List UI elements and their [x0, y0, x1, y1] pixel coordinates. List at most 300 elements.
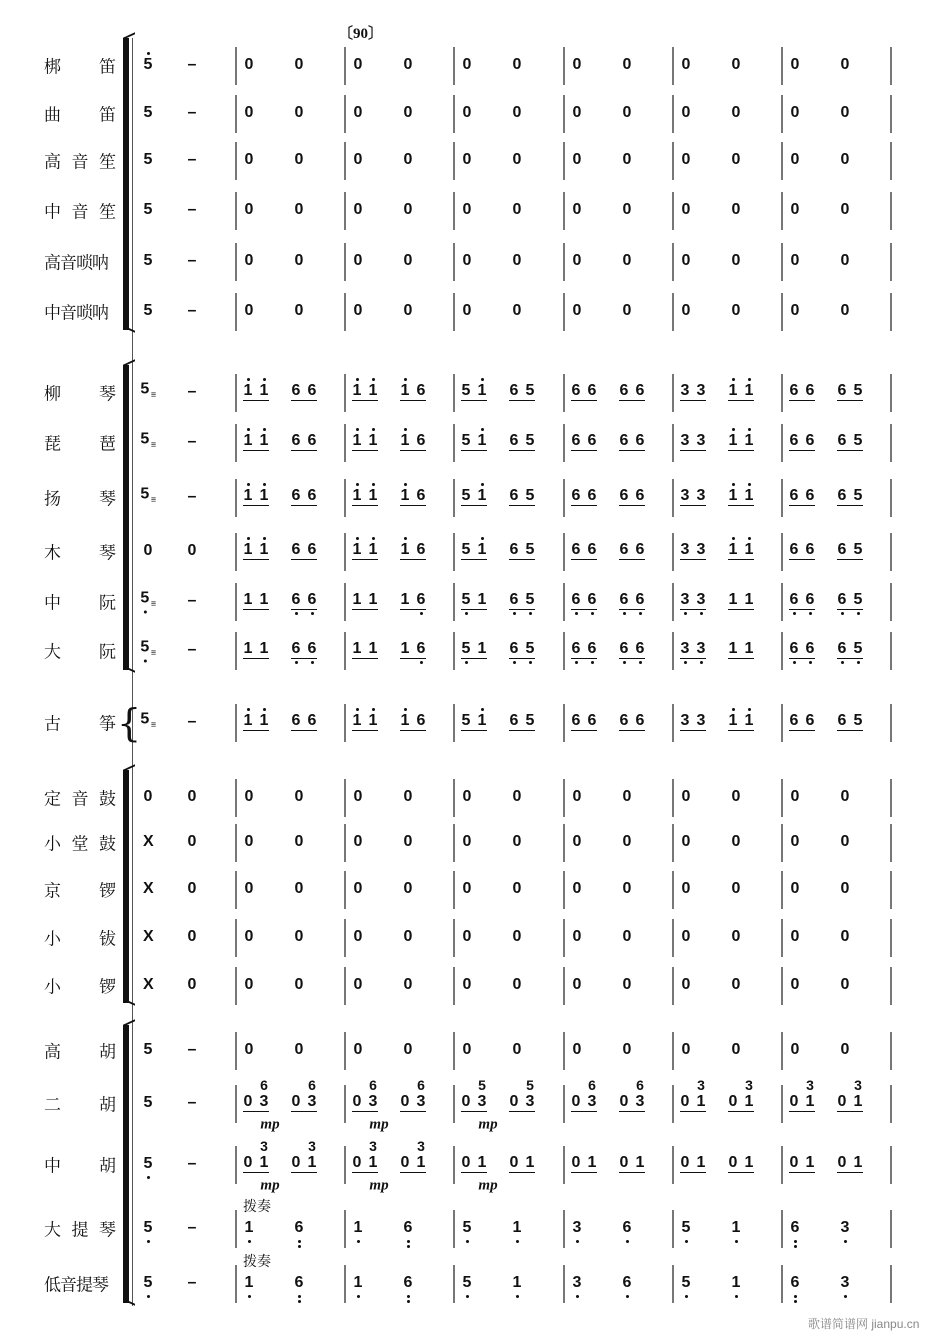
label-char: 中 — [44, 1156, 61, 1177]
barline — [672, 824, 674, 862]
label-char: 音 — [71, 152, 89, 173]
barline — [672, 424, 674, 462]
barline — [672, 1032, 674, 1070]
note: 0 — [353, 976, 363, 993]
note: 0 — [403, 976, 413, 993]
note: 6 — [619, 712, 629, 729]
note: 6 — [294, 1274, 304, 1291]
barline — [781, 1032, 783, 1070]
note: 1 — [477, 432, 487, 449]
note: 0 — [731, 252, 741, 269]
note: 0 — [294, 302, 304, 319]
eighth-group — [728, 488, 754, 506]
note: 5 — [461, 640, 471, 657]
label-char: 琶 — [99, 434, 116, 455]
barline — [235, 533, 237, 571]
note: 3 — [696, 591, 706, 608]
note — [353, 1275, 363, 1291]
note: 0 — [572, 880, 582, 897]
note: 1 — [728, 432, 738, 449]
barline — [672, 374, 674, 412]
note: 0 — [461, 1093, 471, 1110]
note: 6 — [509, 432, 519, 449]
barline — [453, 293, 455, 331]
label-char: 二 — [44, 1095, 61, 1116]
note: 6 — [805, 432, 815, 449]
note: 1 — [243, 382, 253, 399]
note: 5 — [525, 541, 535, 558]
barline — [235, 1032, 237, 1070]
note: 1 — [728, 591, 738, 608]
note: X — [143, 976, 154, 993]
barline — [235, 243, 237, 281]
barline — [563, 47, 565, 85]
note: 0 — [572, 201, 582, 218]
barline — [672, 704, 674, 742]
note: 5 — [461, 591, 471, 608]
eighth-group — [728, 592, 754, 610]
note: 0 — [572, 1041, 582, 1058]
note: 6 — [416, 591, 426, 608]
note: 0 — [681, 788, 691, 805]
eighth-group — [461, 488, 487, 506]
note: 6 — [837, 541, 847, 558]
eighth-group — [461, 433, 487, 451]
note: 6 — [635, 712, 645, 729]
eighth-group — [789, 713, 815, 731]
eighth-group — [243, 383, 269, 401]
note: 0 — [512, 928, 522, 945]
bracket-winds — [123, 38, 129, 330]
note — [622, 1275, 632, 1291]
note: 0 — [403, 1041, 413, 1058]
note: 0 — [461, 1154, 471, 1171]
note: 0 — [403, 880, 413, 897]
eighth-group — [291, 641, 317, 659]
note: – — [187, 1094, 197, 1111]
note: 0 — [840, 880, 850, 897]
eighth-group — [680, 592, 706, 610]
intro-note — [187, 642, 197, 658]
eighth-group — [461, 592, 487, 610]
barline — [344, 533, 346, 571]
eighth-group — [461, 383, 487, 401]
note: 6 — [789, 541, 799, 558]
instrument-label — [44, 249, 116, 274]
barline — [235, 967, 237, 1005]
note: 1 — [400, 382, 410, 399]
note: 6 — [789, 487, 799, 504]
barline — [672, 243, 674, 281]
eighth-group — [837, 641, 863, 659]
intro-note — [143, 789, 153, 805]
note: X — [143, 928, 154, 945]
note: 3 — [696, 432, 706, 449]
note: 1 3 — [696, 1077, 706, 1110]
barline — [563, 779, 565, 817]
label-char: 筝 — [99, 714, 116, 735]
note: 6 — [291, 591, 301, 608]
barline — [453, 533, 455, 571]
barline — [563, 824, 565, 862]
note: 0 — [840, 302, 850, 319]
note: 0 — [840, 928, 850, 945]
note — [244, 1220, 254, 1236]
barline — [563, 704, 565, 742]
note: 0 — [462, 833, 472, 850]
barline — [781, 1146, 783, 1184]
barline — [453, 142, 455, 180]
intro-note — [187, 1156, 197, 1172]
note: 0 — [187, 880, 197, 897]
note — [462, 1275, 472, 1291]
barline — [890, 479, 892, 517]
eighth-group — [837, 383, 863, 401]
barline — [235, 192, 237, 230]
barline — [672, 142, 674, 180]
barline — [890, 824, 892, 862]
note: 0 — [680, 1154, 690, 1171]
note: 1 — [259, 640, 269, 657]
barline — [563, 192, 565, 230]
intro-note — [187, 714, 197, 730]
eighth-group — [291, 488, 317, 506]
note: 1 — [744, 382, 754, 399]
chord-group — [509, 1077, 535, 1112]
bracket-plucked — [123, 365, 129, 670]
note: 1 3 — [259, 1138, 269, 1171]
label-char: 胡 — [99, 1095, 116, 1116]
note: 1 — [259, 591, 269, 608]
note: 0 — [681, 104, 691, 121]
barline — [344, 583, 346, 621]
upper-note: 3 — [697, 1077, 705, 1093]
note: 6 — [307, 640, 317, 657]
note: 0 — [512, 302, 522, 319]
note: 6 — [619, 487, 629, 504]
note: 0 — [244, 833, 254, 850]
barline — [672, 919, 674, 957]
tremolo-mark: ≡ — [150, 598, 157, 609]
chord-group — [291, 1138, 317, 1173]
barline — [781, 424, 783, 462]
note: 0 — [353, 151, 363, 168]
note: 6 — [403, 1274, 413, 1291]
barline — [672, 192, 674, 230]
barline — [781, 293, 783, 331]
note: 0 — [840, 252, 850, 269]
note: 0 — [789, 1093, 799, 1110]
note: X — [143, 880, 154, 897]
note — [681, 1275, 691, 1291]
note: 5 — [143, 302, 153, 319]
label-char: 锣 — [99, 977, 116, 998]
note: 0 — [462, 976, 472, 993]
label-char: 中 — [44, 202, 61, 223]
note: 5 — [461, 487, 471, 504]
instrument-label — [44, 830, 116, 855]
intro-note — [187, 253, 197, 269]
chord-group — [400, 1138, 426, 1173]
note: 0 — [187, 928, 197, 945]
barline — [344, 293, 346, 331]
eighth-group — [400, 713, 426, 731]
note: 6 — [571, 640, 581, 657]
instrument-label — [44, 785, 116, 810]
note: 5 — [461, 712, 471, 729]
note: 0 — [731, 56, 741, 73]
note: 0 — [187, 542, 197, 559]
note: 0 — [790, 788, 800, 805]
note: 6 — [571, 541, 581, 558]
eighth-group — [680, 383, 706, 401]
note: 1 — [400, 640, 410, 657]
eighth-group — [789, 592, 815, 610]
label-char: 钹 — [99, 929, 116, 950]
barline — [344, 704, 346, 742]
eighth-group — [571, 383, 597, 401]
eighth-group — [837, 488, 863, 506]
note: 3 — [696, 640, 706, 657]
barline — [672, 779, 674, 817]
intro-note — [187, 1275, 197, 1291]
note: 1 — [368, 640, 378, 657]
note: 1 — [352, 640, 362, 657]
note: 0 — [619, 1093, 629, 1110]
intro-note — [140, 712, 156, 733]
note: 0 — [512, 880, 522, 897]
eighth-group — [291, 433, 317, 451]
note: 0 — [619, 1154, 629, 1171]
note: 0 — [789, 1154, 799, 1171]
note: 0 — [400, 1093, 410, 1110]
note: 1 — [477, 487, 487, 504]
note: 5 — [853, 541, 863, 558]
note: 1 — [352, 591, 362, 608]
note: 0 — [840, 976, 850, 993]
eighth-group — [619, 592, 645, 610]
barline — [672, 871, 674, 909]
barline — [890, 293, 892, 331]
note: 0 — [572, 104, 582, 121]
barline — [453, 632, 455, 670]
label-char: 京 — [44, 881, 61, 902]
note: 0 — [462, 928, 472, 945]
note: 1 — [400, 487, 410, 504]
upper-note: 3 — [417, 1138, 425, 1154]
note: 0 — [790, 880, 800, 897]
tremolo-mark: ≡ — [150, 494, 157, 505]
note: 3 — [840, 1274, 850, 1291]
instrument-label — [44, 710, 116, 735]
chord-group — [837, 1155, 863, 1173]
intro-note — [187, 1095, 197, 1111]
chord-group — [352, 1077, 378, 1112]
note: 0 — [294, 252, 304, 269]
instrument-label — [44, 299, 116, 324]
note: 6 — [509, 541, 519, 558]
note: 6 — [509, 382, 519, 399]
barline — [453, 824, 455, 862]
note: 0 — [622, 151, 632, 168]
note: 1 — [744, 541, 754, 558]
note: 0 — [681, 928, 691, 945]
note: 1 — [368, 712, 378, 729]
eighth-group — [619, 542, 645, 560]
chord-group — [789, 1155, 815, 1173]
note: 1 — [635, 1154, 645, 1171]
note: 6 — [789, 640, 799, 657]
tremolo-mark: ≡ — [150, 719, 157, 730]
note: 0 — [353, 302, 363, 319]
eighth-group — [837, 542, 863, 560]
eighth-group — [680, 433, 706, 451]
note: 5 — [853, 640, 863, 657]
barline — [235, 704, 237, 742]
barline — [890, 47, 892, 85]
barline — [890, 374, 892, 412]
note: 1 — [368, 541, 378, 558]
barline — [781, 533, 783, 571]
intro-note — [143, 1095, 153, 1111]
note: 0 — [790, 151, 800, 168]
note: 3 6 — [587, 1077, 597, 1110]
label-char: 胡 — [99, 1156, 116, 1177]
note: – — [187, 252, 197, 269]
note: 0 — [294, 1041, 304, 1058]
note: 0 — [681, 1041, 691, 1058]
note: 0 — [462, 151, 472, 168]
note: 0 — [622, 1041, 632, 1058]
note: 1 — [731, 1274, 741, 1291]
note: 0 — [244, 880, 254, 897]
note: 6 — [635, 432, 645, 449]
chord-group — [400, 1077, 426, 1112]
note: 6 — [587, 640, 597, 657]
note: – — [187, 592, 197, 609]
note: X — [143, 833, 154, 850]
note: 0 — [352, 1154, 362, 1171]
note: 1 — [512, 1274, 522, 1291]
chord-group — [680, 1077, 706, 1112]
note: 0 — [622, 302, 632, 319]
eighth-group — [571, 433, 597, 451]
barline — [672, 95, 674, 133]
barline — [890, 1210, 892, 1248]
intro-note — [143, 543, 153, 559]
upper-note: 6 — [636, 1077, 644, 1093]
barline — [672, 1085, 674, 1123]
note: 3 6 — [416, 1077, 426, 1110]
label-char: 扬 — [44, 489, 61, 510]
barline — [781, 632, 783, 670]
dynamic-mark: mp — [369, 1177, 389, 1194]
note: 1 — [587, 1154, 597, 1171]
barline — [890, 1032, 892, 1070]
note: 0 — [294, 151, 304, 168]
barline — [235, 632, 237, 670]
note: 6 — [307, 382, 317, 399]
chord-group — [680, 1155, 706, 1173]
note: 5 — [140, 589, 150, 607]
note: 6 — [635, 382, 645, 399]
eighth-group — [400, 488, 426, 506]
watermark: 歌谱简谱网 jianpu.cn — [808, 1317, 920, 1331]
note: 0 — [462, 252, 472, 269]
eighth-group — [680, 713, 706, 731]
barline — [890, 704, 892, 742]
note — [790, 1275, 800, 1291]
note: 6 — [571, 382, 581, 399]
chord-group — [571, 1155, 597, 1173]
note: 1 — [744, 432, 754, 449]
note: 0 — [622, 201, 632, 218]
note: 6 — [805, 487, 815, 504]
label-char: 小 — [44, 977, 61, 998]
note: 0 — [840, 788, 850, 805]
note: – — [187, 1155, 197, 1172]
note: 0 — [572, 928, 582, 945]
label-char: 阮 — [99, 593, 116, 614]
barline — [563, 632, 565, 670]
note: – — [187, 488, 197, 505]
barline — [235, 95, 237, 133]
label-char: 笛 — [99, 57, 116, 78]
note: 1 — [400, 541, 410, 558]
note: 0 — [187, 788, 197, 805]
note: 1 — [243, 487, 253, 504]
barline — [563, 1146, 565, 1184]
label-char: 小 — [44, 834, 61, 855]
instrument-label — [44, 430, 116, 455]
label-char: 笙 — [99, 202, 116, 223]
intro-note — [140, 487, 156, 508]
note: 0 — [681, 201, 691, 218]
note: 0 — [294, 833, 304, 850]
note: 6 — [837, 712, 847, 729]
barline — [563, 243, 565, 281]
note: 0 — [840, 833, 850, 850]
note: 3 — [840, 1219, 850, 1236]
instrument-label — [44, 638, 116, 663]
upper-note: 5 — [526, 1077, 534, 1093]
note: 1 — [352, 382, 362, 399]
intro-note — [143, 1220, 153, 1236]
note: 1 — [400, 432, 410, 449]
note — [403, 1220, 413, 1236]
barline — [672, 293, 674, 331]
eighth-group — [400, 592, 426, 610]
intro-note — [187, 593, 197, 609]
note: 1 — [243, 541, 253, 558]
note: 3 6 — [368, 1077, 378, 1110]
intro-note — [143, 929, 153, 945]
note: 1 — [368, 432, 378, 449]
note: 6 — [416, 541, 426, 558]
eighth-group — [728, 433, 754, 451]
note: 1 — [477, 640, 487, 657]
eighth-group — [789, 383, 815, 401]
note: 5 — [143, 104, 153, 121]
barline — [235, 293, 237, 331]
intro-note — [187, 1042, 197, 1058]
note: 0 — [572, 56, 582, 73]
note: – — [187, 641, 197, 658]
intro-note — [187, 152, 197, 168]
eighth-group — [837, 713, 863, 731]
barline — [781, 704, 783, 742]
note: 5 — [525, 382, 535, 399]
